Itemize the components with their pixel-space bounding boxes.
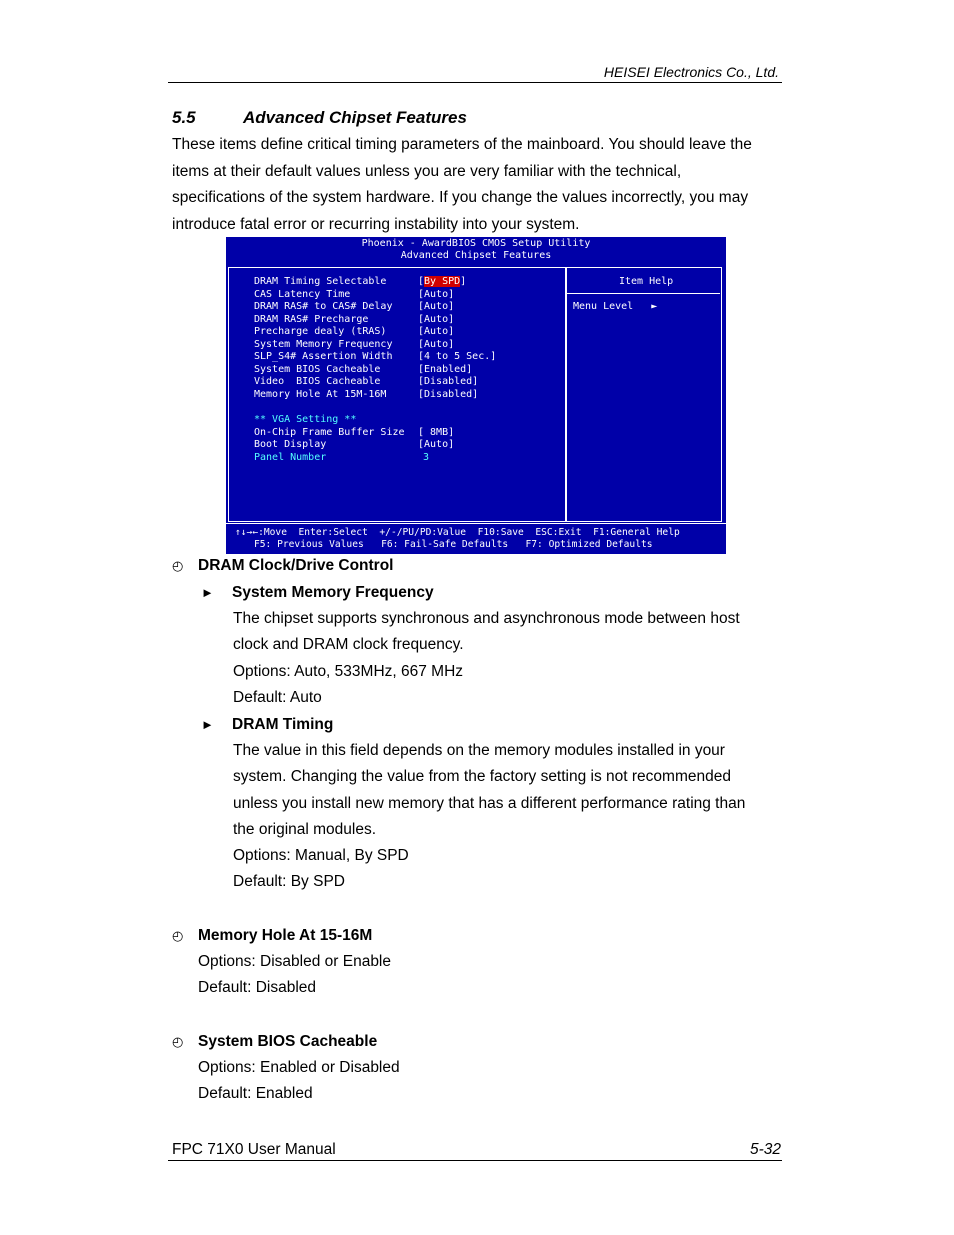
dram-clock-title: DRAM Clock/Drive Control: [198, 557, 394, 574]
bios-selected-value[interactable]: By SPD: [424, 276, 461, 287]
bios-row-label[interactable]: Video BIOS Cacheable: [254, 376, 381, 387]
menu-level-arrow-icon: ►: [651, 301, 658, 312]
body-line: Options: Disabled or Enable: [198, 953, 392, 970]
body-line: The chipset supports synchronous and asynchronous mode between host: [233, 610, 740, 627]
bios-cacheable-title: System BIOS Cacheable: [198, 1033, 378, 1050]
dram-timing-heading: [201, 716, 333, 734]
page-number: 5-32: [749, 1141, 781, 1158]
clock-icon: ◴: [172, 1034, 184, 1049]
intro-line: introduce fatal error or recurring instability into your system.: [172, 215, 580, 233]
bios-subtitle: Advanced Chipset Features: [400, 250, 552, 261]
bios-screen: [226, 237, 726, 554]
body-line: the original modules.: [233, 820, 377, 838]
body-line: unless you install new memory that has a different performance rating than: [233, 794, 746, 812]
bios-cacheable-body: [198, 1055, 400, 1108]
bios-row-label[interactable]: System BIOS Cacheable: [254, 363, 381, 375]
memory-frequency-body: [233, 606, 740, 711]
bios-cacheable-heading: [172, 1033, 377, 1051]
bios-row-value[interactable]: [Disabled]: [418, 376, 479, 387]
bios-footer-defaults: F5: Previous Values F6: Fail-Safe Defaults F7: Optimized Defaults: [254, 539, 653, 550]
bios-row-label[interactable]: Memory Hole At 15M-16M: [254, 388, 387, 400]
bios-row-label[interactable]: Precharge dealy (tRAS): [254, 326, 387, 337]
body-line: The value in this field depends on the memory modules installed in your: [233, 742, 725, 759]
body-line: system. Changing the value from the factory setting is not recommended: [233, 768, 731, 786]
section-number: 5.5: [172, 108, 196, 127]
bios-row-value[interactable]: [Auto]: [418, 301, 455, 312]
bios-row-value[interactable]: [Auto]: [418, 288, 455, 300]
section-title: [172, 108, 467, 128]
bios-row-label: Panel Number: [254, 451, 327, 463]
section-intro: [172, 132, 782, 238]
memory-hole-title: Memory Hole At 15-16M: [198, 927, 373, 944]
bios-row-value[interactable]: [4 to 5 Sec.]: [418, 351, 497, 362]
body-line: Default: By SPD: [233, 873, 345, 891]
footer-rule: [168, 1160, 782, 1161]
bios-row-value[interactable]: [Auto]: [418, 313, 455, 325]
bios-row-label[interactable]: DRAM RAS# to CAS# Delay: [254, 301, 393, 312]
bios-row-label[interactable]: DRAM Timing Selectable: [254, 276, 387, 287]
body-line: clock and DRAM clock frequency.: [233, 636, 464, 654]
company-header: HEISEI Electronics Co., Ltd.: [603, 64, 779, 80]
bios-title: Phoenix - AwardBIOS CMOS Setup Utility: [361, 238, 591, 249]
bios-row-value[interactable]: [Auto]: [418, 439, 455, 450]
bios-row-label[interactable]: CAS Latency Time: [254, 288, 351, 300]
memory-frequency-title: System Memory Frequency: [232, 584, 434, 601]
bios-row-value[interactable]: [By SPD]: [418, 276, 467, 287]
memory-frequency-heading: [201, 584, 434, 602]
bios-row-value: 3: [423, 451, 430, 463]
bios-row-value[interactable]: [Auto]: [418, 326, 455, 337]
bios-row-label[interactable]: System Memory Frequency: [254, 338, 393, 350]
body-line: Options: Auto, 533MHz, 667 MHz: [233, 662, 464, 680]
bios-row-label[interactable]: DRAM RAS# Precharge: [254, 313, 369, 325]
bios-row-value[interactable]: [Enabled]: [418, 363, 473, 375]
memory-hole-body: [198, 949, 391, 1002]
bios-help-title: Item Help: [619, 276, 674, 287]
body-line: Options: Enabled or Disabled: [198, 1059, 400, 1076]
dram-timing-body: [233, 738, 745, 896]
bios-menu-level: [573, 301, 657, 313]
arrow-right-icon: ►: [201, 585, 214, 600]
body-line: Options: Manual, By SPD: [233, 847, 409, 865]
footer-manual: FPC 71X0 User Manual: [172, 1141, 336, 1158]
bios-row-label[interactable]: SLP_S4# Assertion Width: [254, 351, 393, 362]
bios-row-value[interactable]: [ 8MB]: [418, 426, 455, 438]
bios-menu-level-label: Menu Level: [573, 301, 634, 312]
intro-line: items at their default values unless you are very familiar with the technical,: [172, 162, 682, 180]
dram-timing-title: DRAM Timing: [232, 716, 334, 733]
bios-vga-header: ** VGA Setting **: [254, 414, 357, 425]
clock-icon: ◴: [172, 558, 184, 573]
arrow-right-icon: ►: [201, 717, 214, 732]
bios-footer-divider: [226, 523, 726, 524]
memory-hole-heading: [172, 927, 372, 945]
clock-icon: ◴: [172, 928, 184, 943]
intro-line: These items define critical timing parameters of the mainboard. You should leave the: [172, 136, 752, 153]
dram-clock-heading: [172, 557, 394, 575]
bios-row-label[interactable]: On-Chip Frame Buffer Size: [254, 426, 405, 438]
section-title-text: Advanced Chipset Features: [243, 108, 467, 127]
bios-footer-keys: ↑↓→←:Move Enter:Select +/-/PU/PD:Value F10:Save ESC:Exit F1:General Help: [235, 527, 680, 538]
body-line: Default: Auto: [233, 688, 322, 706]
bios-row-value[interactable]: [Auto]: [418, 338, 455, 350]
intro-line: specifications of the system hardware. If you change the values incorrectly, you may: [172, 189, 749, 206]
body-line: Default: Disabled: [198, 979, 317, 997]
header-rule: [168, 82, 782, 83]
bios-row-label[interactable]: Boot Display: [254, 439, 327, 450]
bios-row-value[interactable]: [Disabled]: [418, 388, 479, 400]
body-line: Default: Enabled: [198, 1085, 313, 1103]
